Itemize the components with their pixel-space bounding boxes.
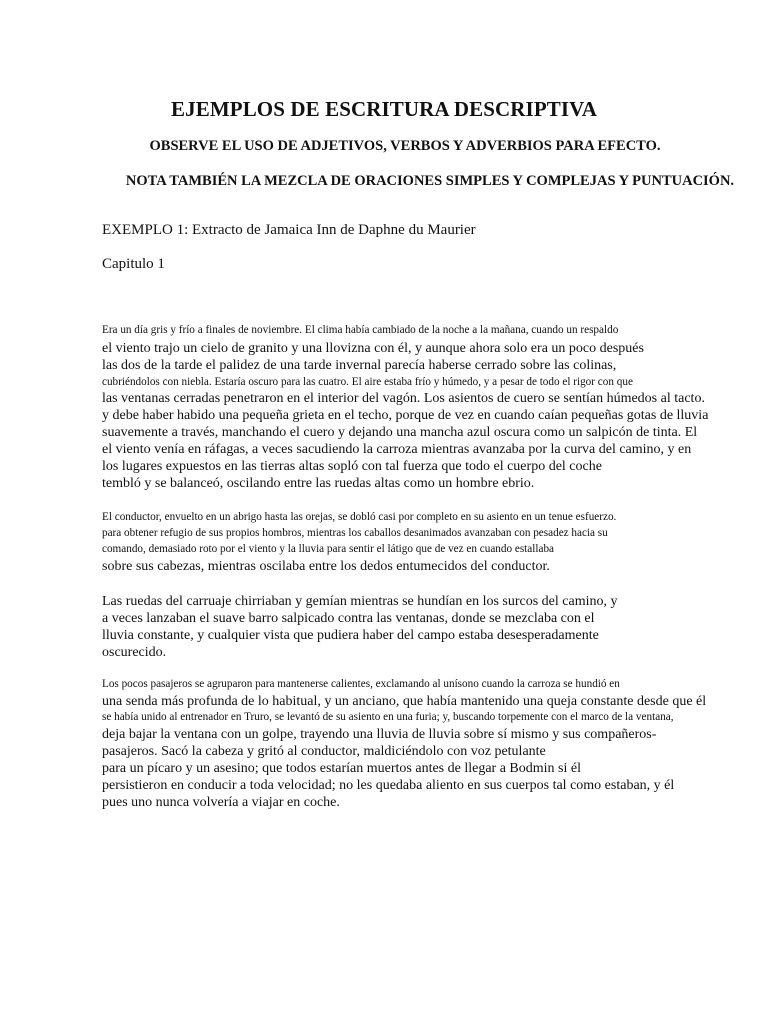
paragraph-line: lluvia constante, y cualquier vista que pudiera haber del campo estaba desesperadamente <box>102 628 599 643</box>
paragraph-line: tembló y se balanceó, oscilando entre las ruedas altas como un hombre ebrio. <box>102 476 535 491</box>
paragraph-line: los lugares expuestos en las tierras altas sopló con tal fuerza que todo el cuerpo del coche <box>102 459 602 474</box>
document-subtitle-2: NOTA TAMBIÉN LA MEZCLA DE ORACIONES SIMPLES Y COMPLEJAS Y PUNTUACIÓN. <box>125 173 735 189</box>
paragraph-line: El conductor, envuelto en un abrigo hasta las orejas, se dobló casi por completo en su asiento en un tenue esfuerzo. <box>102 511 617 523</box>
document-subtitle-1: OBSERVE EL USO DE ADJETIVOS, VERBOS Y ADVERBIOS PARA EFECTO. <box>149 138 661 154</box>
paragraph-line: y debe haber habido una pequeña grieta en el techo, porque de vez en cuando caían pequeñas gotas de lluvia <box>102 408 709 423</box>
paragraph-line: el viento trajo un cielo de granito y una llovizna con él, y aunque ahora solo era un poco después <box>102 341 644 356</box>
paragraph-line: se había unido al entrenador en Truro, se levantó de su asiento en una furia; y, buscando torpemente con el marco de la ventana, <box>102 711 674 723</box>
paragraph-line: oscurecido. <box>102 645 167 660</box>
example-label: EXEMPLO 1: Extracto de Jamaica Inn de Daphne du Maurier <box>102 222 476 238</box>
paragraph-line: una senda más profunda de lo habitual, y un anciano, que había mantenido una queja constante desde que él <box>102 694 707 709</box>
document-title: EJEMPLOS DE ESCRITURA DESCRIPTIVA <box>171 97 597 121</box>
chapter-heading: Capitulo 1 <box>102 256 165 272</box>
paragraph-line: suavemente a través, manchando el cuero y dejando una mancha azul oscura como un salpicón de tinta. El <box>102 425 698 440</box>
paragraph-line: las dos de la tarde el palidez de una tarde invernal parecía haberse cerrado sobre las colinas, <box>102 358 617 373</box>
paragraph-line: Las ruedas del carruaje chirriaban y gemían mientras se hundían en los surcos del camino, y <box>102 594 618 609</box>
paragraph-line: Los pocos pasajeros se agruparon para mantenerse calientes, exclamando al unísono cuando la carroza se hundió en <box>102 678 620 690</box>
paragraph-line: pasajeros. Sacó la cabeza y gritó al conductor, maldiciéndolo con voz petulante <box>102 744 546 759</box>
paragraph-line: el viento venía en ráfagas, a veces sacudiendo la carroza mientras avanzaba por la curva del camino, y en <box>102 442 692 457</box>
paragraph-line: Era un día gris y frío a finales de noviembre. El clima había cambiado de la noche a la mañana, cuando un respaldo <box>102 324 619 336</box>
paragraph-line: para obtener refugio de sus propios hombros, mientras los caballos desanimados avanzaban con pesadez hacia su <box>102 527 608 539</box>
paragraph-line: las ventanas cerradas penetraron en el interior del vagón. Los asientos de cuero se sentían húmedos al tacto. <box>102 391 705 406</box>
paragraph-line: comando, demasiado roto por el viento y la lluvia para sentir el látigo que de vez en cuando estallaba <box>102 543 555 555</box>
paragraph-line: pues uno nunca volvería a viajar en coche. <box>102 795 340 810</box>
paragraph-line: para un pícaro y un asesino; que todos estarían muertos antes de llegar a Bodmin si él <box>102 761 581 776</box>
paragraph-line: deja bajar la ventana con un golpe, trayendo una lluvia de lluvia sobre sí mismo y sus compañeros- <box>102 727 657 742</box>
paragraph-line: sobre sus cabezas, mientras oscilaba entre los dedos entumecidos del conductor. <box>102 559 550 574</box>
paragraph-line: cubriéndolos con niebla. Estaría oscuro para las cuatro. El aire estaba frío y húmedo, y a pesar de todo el rigor con que <box>102 376 633 388</box>
paragraph-line: a veces lanzaban el suave barro salpicado contra las ventanas, donde se mezclaba con el <box>102 611 595 626</box>
paragraph-line: persistieron en conducir a toda velocidad; no les quedaba aliento en sus cuerpos tal como estaban, y él <box>102 778 675 793</box>
